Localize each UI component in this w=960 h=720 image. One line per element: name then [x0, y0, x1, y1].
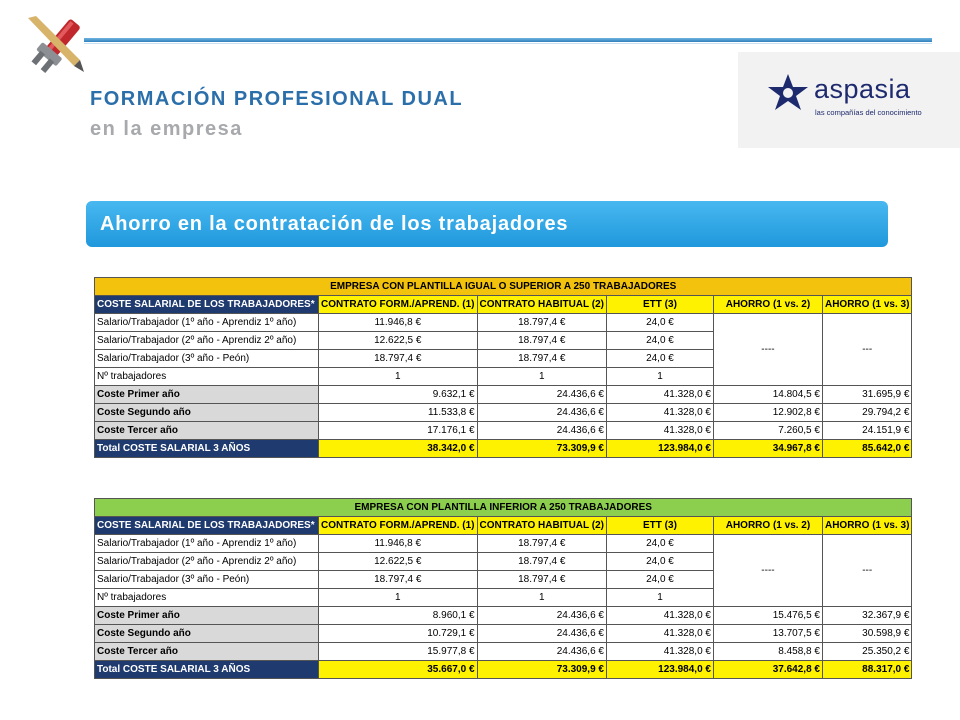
- cell: 24.436,6 €: [477, 607, 606, 625]
- merged-cell: ---: [822, 314, 911, 386]
- row-label: Salario/Trabajador (3º año - Peón): [95, 350, 319, 368]
- cell: 41.328,0 €: [606, 643, 713, 661]
- cell: 1: [606, 368, 713, 386]
- row-label: Nº trabajadores: [95, 368, 319, 386]
- column-header: CONTRATO HABITUAL (2): [477, 517, 606, 535]
- row-label: Coste Segundo año: [95, 625, 319, 643]
- cell: 73.309,9 €: [477, 661, 606, 679]
- cell: 18.797,4 €: [477, 553, 606, 571]
- table-row: [95, 422, 912, 440]
- cell: 8.458,8 €: [713, 643, 822, 661]
- row-label: Coste Tercer año: [95, 643, 319, 661]
- cell: 12.902,8 €: [713, 404, 822, 422]
- page-title: FORMACIÓN PROFESIONAL DUAL: [90, 88, 464, 110]
- star-icon: [766, 72, 810, 112]
- cell: 38.342,0 €: [319, 440, 478, 458]
- table-row: [95, 404, 912, 422]
- cell: 12.622,5 €: [319, 553, 478, 571]
- table-row: [95, 535, 912, 553]
- cell: 24,0 €: [606, 553, 713, 571]
- cell: 17.176,1 €: [319, 422, 478, 440]
- cell: 12.622,5 €: [319, 332, 478, 350]
- cell: 18.797,4 €: [477, 535, 606, 553]
- cell: 7.260,5 €: [713, 422, 822, 440]
- merged-cell: ---: [822, 535, 911, 607]
- table-row: [95, 386, 912, 404]
- cell: 73.309,9 €: [477, 440, 606, 458]
- cell: 88.317,0 €: [822, 661, 911, 679]
- total-row: [95, 440, 912, 458]
- cell: 24.436,6 €: [477, 404, 606, 422]
- cell: 41.328,0 €: [606, 625, 713, 643]
- column-header: CONTRATO FORM./APREND. (1): [319, 296, 478, 314]
- header-rule: [84, 38, 932, 42]
- cell: 24,0 €: [606, 314, 713, 332]
- section-banner: [86, 201, 888, 247]
- column-header: COSTE SALARIAL DE LOS TRABAJADORES*: [95, 296, 319, 314]
- cell: 11.533,8 €: [319, 404, 478, 422]
- cell: 18.797,4 €: [477, 314, 606, 332]
- row-label: Coste Primer año: [95, 607, 319, 625]
- cell: 18.797,4 €: [319, 350, 478, 368]
- row-label: Total COSTE SALARIAL 3 AÑOS: [95, 440, 319, 458]
- cell: 123.984,0 €: [606, 440, 713, 458]
- cell: 24,0 €: [606, 571, 713, 589]
- table-row: [95, 314, 912, 332]
- cell: 15.476,5 €: [713, 607, 822, 625]
- cell: 31.695,9 €: [822, 386, 911, 404]
- cell: 15.977,8 €: [319, 643, 478, 661]
- column-header: ETT (3): [606, 296, 713, 314]
- table-row: [95, 643, 912, 661]
- cell: 24,0 €: [606, 535, 713, 553]
- cell: 18.797,4 €: [477, 350, 606, 368]
- row-label: Salario/Trabajador (2º año - Aprendiz 2º año): [95, 553, 319, 571]
- cell: 1: [606, 589, 713, 607]
- column-header: CONTRATO HABITUAL (2): [477, 296, 606, 314]
- table-caption: EMPRESA CON PLANTILLA IGUAL O SUPERIOR A 250 TRABAJADORES: [95, 278, 912, 296]
- cell: 35.667,0 €: [319, 661, 478, 679]
- cell: 1: [319, 589, 478, 607]
- column-header: CONTRATO FORM./APREND. (1): [319, 517, 478, 535]
- section-title: Ahorro en la contratación de los trabajadores: [100, 213, 569, 235]
- cell: 41.328,0 €: [606, 607, 713, 625]
- cell: 18.797,4 €: [477, 332, 606, 350]
- cell: 10.729,1 €: [319, 625, 478, 643]
- row-label: Coste Primer año: [95, 386, 319, 404]
- cell: 13.707,5 €: [713, 625, 822, 643]
- cell: 8.960,1 €: [319, 607, 478, 625]
- cell: 29.794,2 €: [822, 404, 911, 422]
- cell: 32.367,9 €: [822, 607, 911, 625]
- cell: 18.797,4 €: [477, 571, 606, 589]
- header-rule-shadow: [84, 43, 932, 44]
- cell: 11.946,8 €: [319, 535, 478, 553]
- cell: 18.797,4 €: [319, 571, 478, 589]
- merged-cell: ----: [713, 535, 822, 607]
- cell: 24,0 €: [606, 350, 713, 368]
- row-label: Nº trabajadores: [95, 589, 319, 607]
- cell: 24.151,9 €: [822, 422, 911, 440]
- table-row: [95, 625, 912, 643]
- cell: 11.946,8 €: [319, 314, 478, 332]
- total-row: [95, 661, 912, 679]
- cell: 14.804,5 €: [713, 386, 822, 404]
- cell: 41.328,0 €: [606, 404, 713, 422]
- brand-logo: [738, 52, 960, 148]
- table-row: [95, 607, 912, 625]
- row-label: Salario/Trabajador (1º año - Aprendiz 1º año): [95, 314, 319, 332]
- column-header: AHORRO (1 vs. 2): [713, 517, 822, 535]
- page-subtitle: en la empresa: [90, 118, 243, 140]
- row-label: Coste Tercer año: [95, 422, 319, 440]
- column-header: AHORRO (1 vs. 2): [713, 296, 822, 314]
- merged-cell: ----: [713, 314, 822, 386]
- cell: 9.632,1 €: [319, 386, 478, 404]
- row-label: Total COSTE SALARIAL 3 AÑOS: [95, 661, 319, 679]
- cell: 34.967,8 €: [713, 440, 822, 458]
- salary-table-large-company: [94, 277, 912, 458]
- cell: 41.328,0 €: [606, 386, 713, 404]
- cell: 25.350,2 €: [822, 643, 911, 661]
- column-header: AHORRO (1 vs. 3): [822, 296, 911, 314]
- cell: 24,0 €: [606, 332, 713, 350]
- column-header: AHORRO (1 vs. 3): [822, 517, 911, 535]
- cell: 85.642,0 €: [822, 440, 911, 458]
- cell: 37.642,8 €: [713, 661, 822, 679]
- row-label: Salario/Trabajador (1º año - Aprendiz 1º año): [95, 535, 319, 553]
- brand-tagline: las compañías del conocimiento: [815, 108, 922, 117]
- cell: 30.598,9 €: [822, 625, 911, 643]
- wrench-pencil-logo: [22, 12, 92, 78]
- row-label: Salario/Trabajador (3º año - Peón): [95, 571, 319, 589]
- cell: 24.436,6 €: [477, 422, 606, 440]
- table-caption: EMPRESA CON PLANTILLA INFERIOR A 250 TRABAJADORES: [95, 499, 912, 517]
- salary-table-small-company: [94, 498, 912, 679]
- row-label: Coste Segundo año: [95, 404, 319, 422]
- cell: 24.436,6 €: [477, 625, 606, 643]
- cell: 41.328,0 €: [606, 422, 713, 440]
- row-label: Salario/Trabajador (2º año - Aprendiz 2º año): [95, 332, 319, 350]
- column-header: ETT (3): [606, 517, 713, 535]
- cell: 24.436,6 €: [477, 643, 606, 661]
- cell: 1: [319, 368, 478, 386]
- cell: 24.436,6 €: [477, 386, 606, 404]
- cell: 1: [477, 368, 606, 386]
- cell: 1: [477, 589, 606, 607]
- cell: 123.984,0 €: [606, 661, 713, 679]
- brand-name: aspasia: [814, 74, 911, 104]
- column-header: COSTE SALARIAL DE LOS TRABAJADORES*: [95, 517, 319, 535]
